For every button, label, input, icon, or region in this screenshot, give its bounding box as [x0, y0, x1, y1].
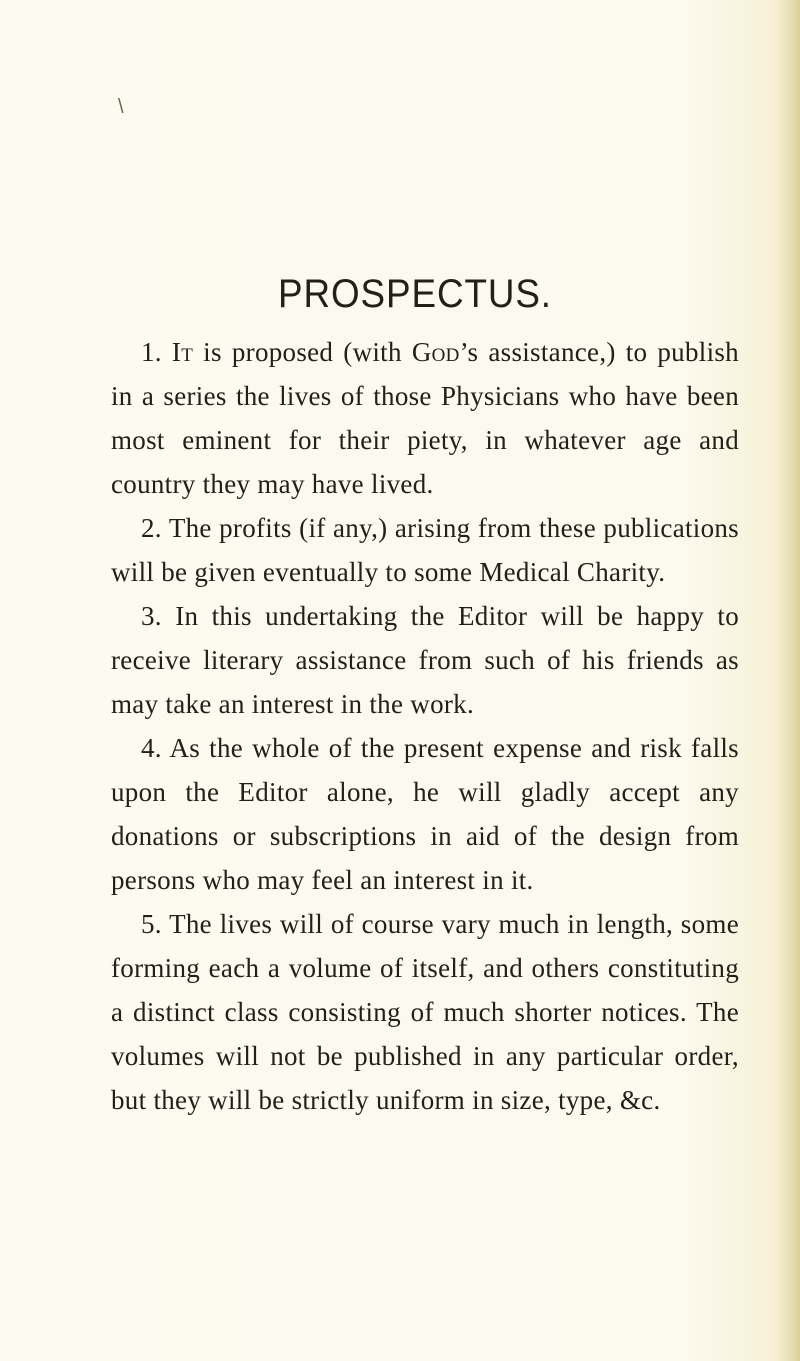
stray-mark: \: [118, 96, 124, 118]
page-edge-shadow: [778, 0, 800, 1361]
paragraph-3: [111, 594, 739, 726]
paragraph-text: is proposed (with: [193, 337, 412, 367]
paragraph-lead-smallcaps: It: [171, 337, 194, 367]
paragraph-1: [111, 330, 739, 506]
page-title: [33, 272, 769, 317]
paragraph-text: The profits (if any,) arising from these publications will be given eventually to some Medical Charity.: [111, 513, 739, 587]
paragraph-number: 5.: [141, 909, 162, 939]
paragraph-number: 4.: [141, 733, 162, 763]
paragraph-text: The lives will of course vary much in length, some forming each a volume of itself, and others constituting a distinct class consisting of much shorter notices. The volumes will not be published in any particular order, but they will be strictly uniform in size, type, &c.: [111, 909, 739, 1115]
paragraph-number: 2.: [141, 513, 162, 543]
paragraph-text: In this undertaking the Editor will be happy to receive literary assistance from such of his friends as may take an interest in the work.: [111, 601, 739, 719]
paragraph-smallcaps: God: [411, 337, 460, 367]
page-title-text: PROSPECTUS.: [278, 272, 552, 316]
paragraph-number: 1.: [141, 337, 162, 367]
paragraph-text: As the whole of the present expense and risk falls upon the Editor alone, he will gladly accept any donations or subscriptions in aid of the design from persons who may feel an interest in it.: [111, 733, 739, 895]
paragraph-text: ’s assistance,) to publish in a series the lives of those Physicians who have been most eminent for their piety, in whatever age and country they may have lived.: [111, 337, 739, 499]
paragraph-4: [111, 726, 739, 902]
paragraph-number: 3.: [141, 601, 162, 631]
prospectus-body: [111, 330, 739, 1122]
paragraph-2: [111, 506, 739, 594]
paragraph-5: [111, 902, 739, 1122]
